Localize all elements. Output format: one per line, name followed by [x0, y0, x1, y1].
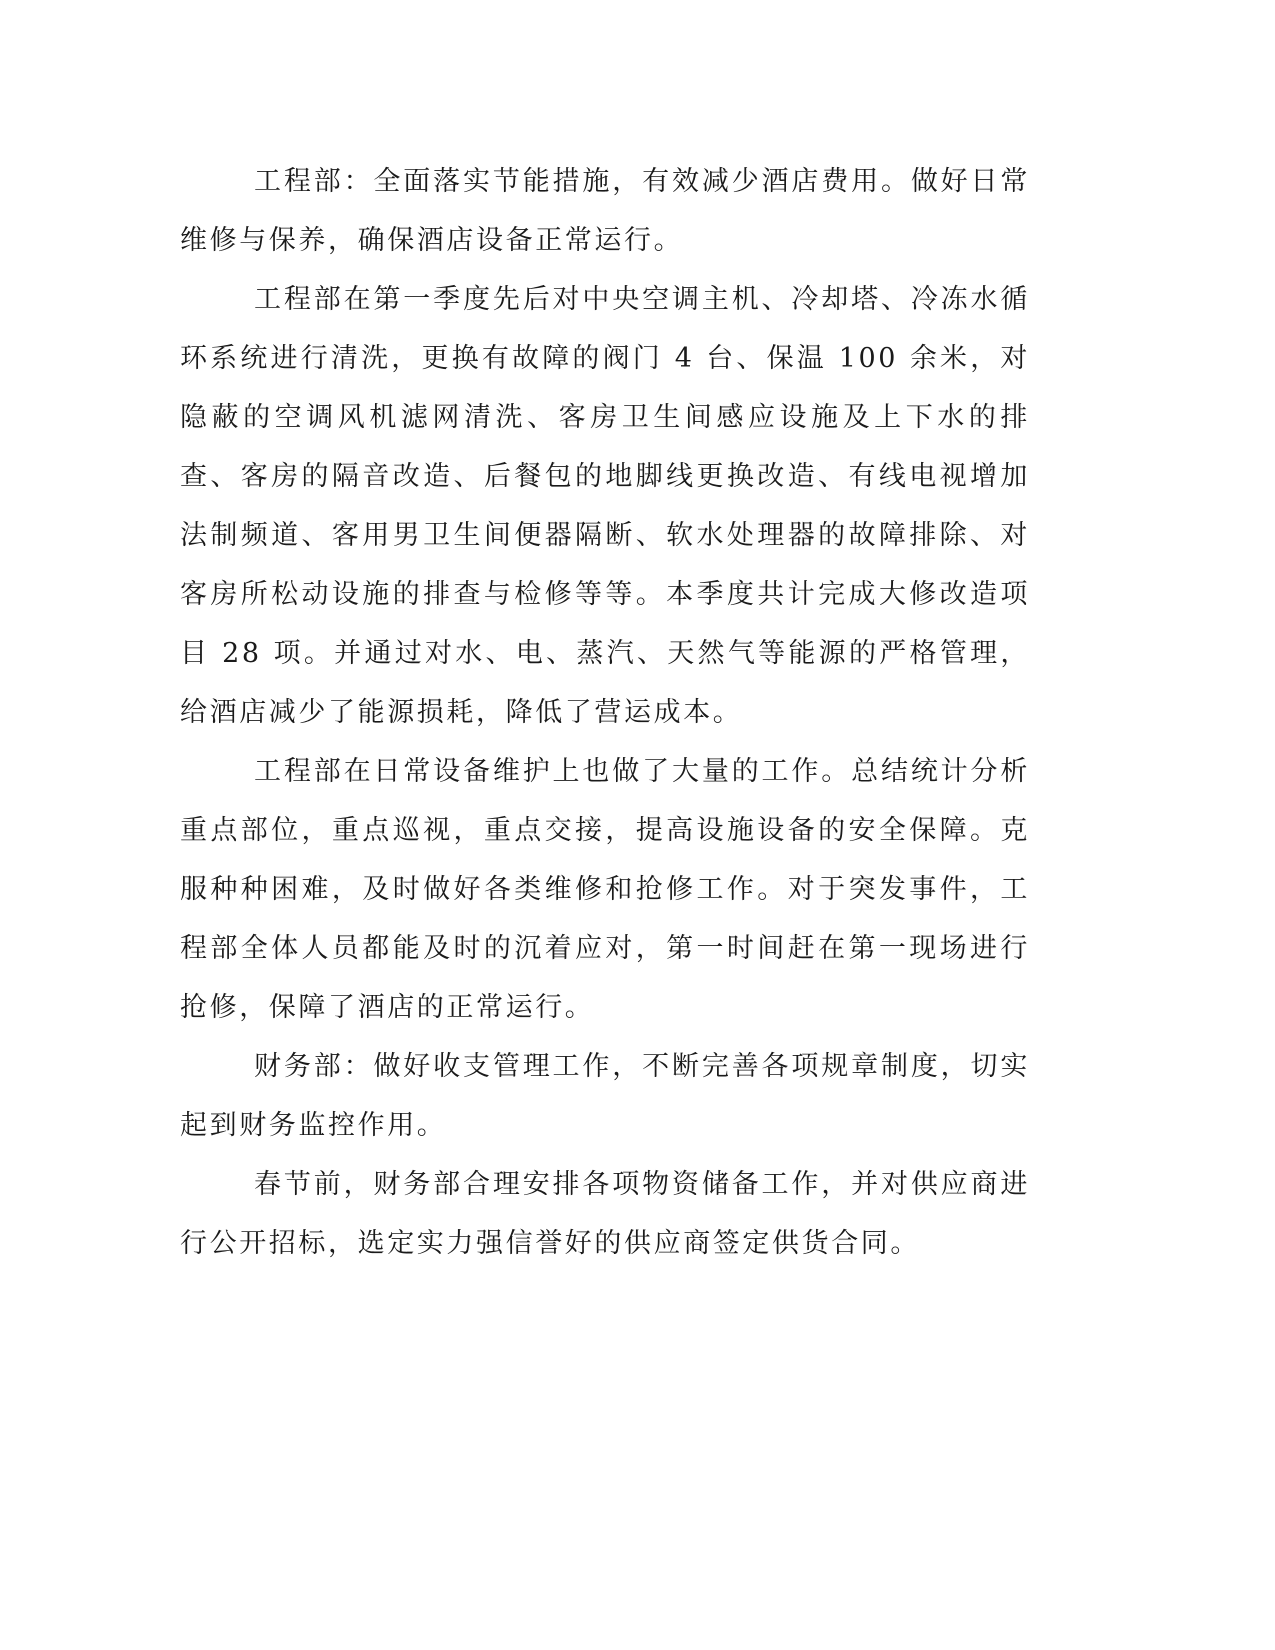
paragraph-finance-summary: 财务部：做好收支管理工作，不断完善各项规章制度，切实起到财务监控作用。: [180, 1051, 1030, 1141]
paragraph-finance-spring-festival: 春节前，财务部合理安排各项物资储备工作，并对供应商进行公开招标，选定实力强信誉好的供应商签定供货合同。: [180, 1169, 1030, 1259]
paragraph-engineering-q1-work: 工程部在第一季度先后对中央空调主机、冷却塔、冷冻水循环系统进行清洗，更换有故障的阀门 4 台、保温 100 余米，对隐蔽的空调风机滤网清洗、客房卫生间感应设施及上下水的排查、客房的隔音改造、后餐包的地脚线更换改造、有线电视增加法制频道、客用男卫生间便器隔断、软水处理器的故障排除、对客房所松动设施的排查与检修等等。本季度共计完成大修改造项目 28 项。并通过对水、电、蒸汽、天然气等能源的严格管理，给酒店减少了能源损耗，降低了营运成本。: [180, 284, 1030, 728]
paragraph-engineering-daily-maintenance: 工程部在日常设备维护上也做了大量的工作。总结统计分析重点部位，重点巡视，重点交接，提高设施设备的安全保障。克服种种困难，及时做好各类维修和抢修工作。对于突发事件，工程部全体人员都能及时的沉着应对，第一时间赶在第一现场进行抢修，保障了酒店的正常运行。: [180, 756, 1030, 1023]
document-body: [180, 152, 1030, 1273]
paragraph-engineering-summary: 工程部：全面落实节能措施，有效减少酒店费用。做好日常维修与保养，确保酒店设备正常运行。: [180, 166, 1030, 256]
